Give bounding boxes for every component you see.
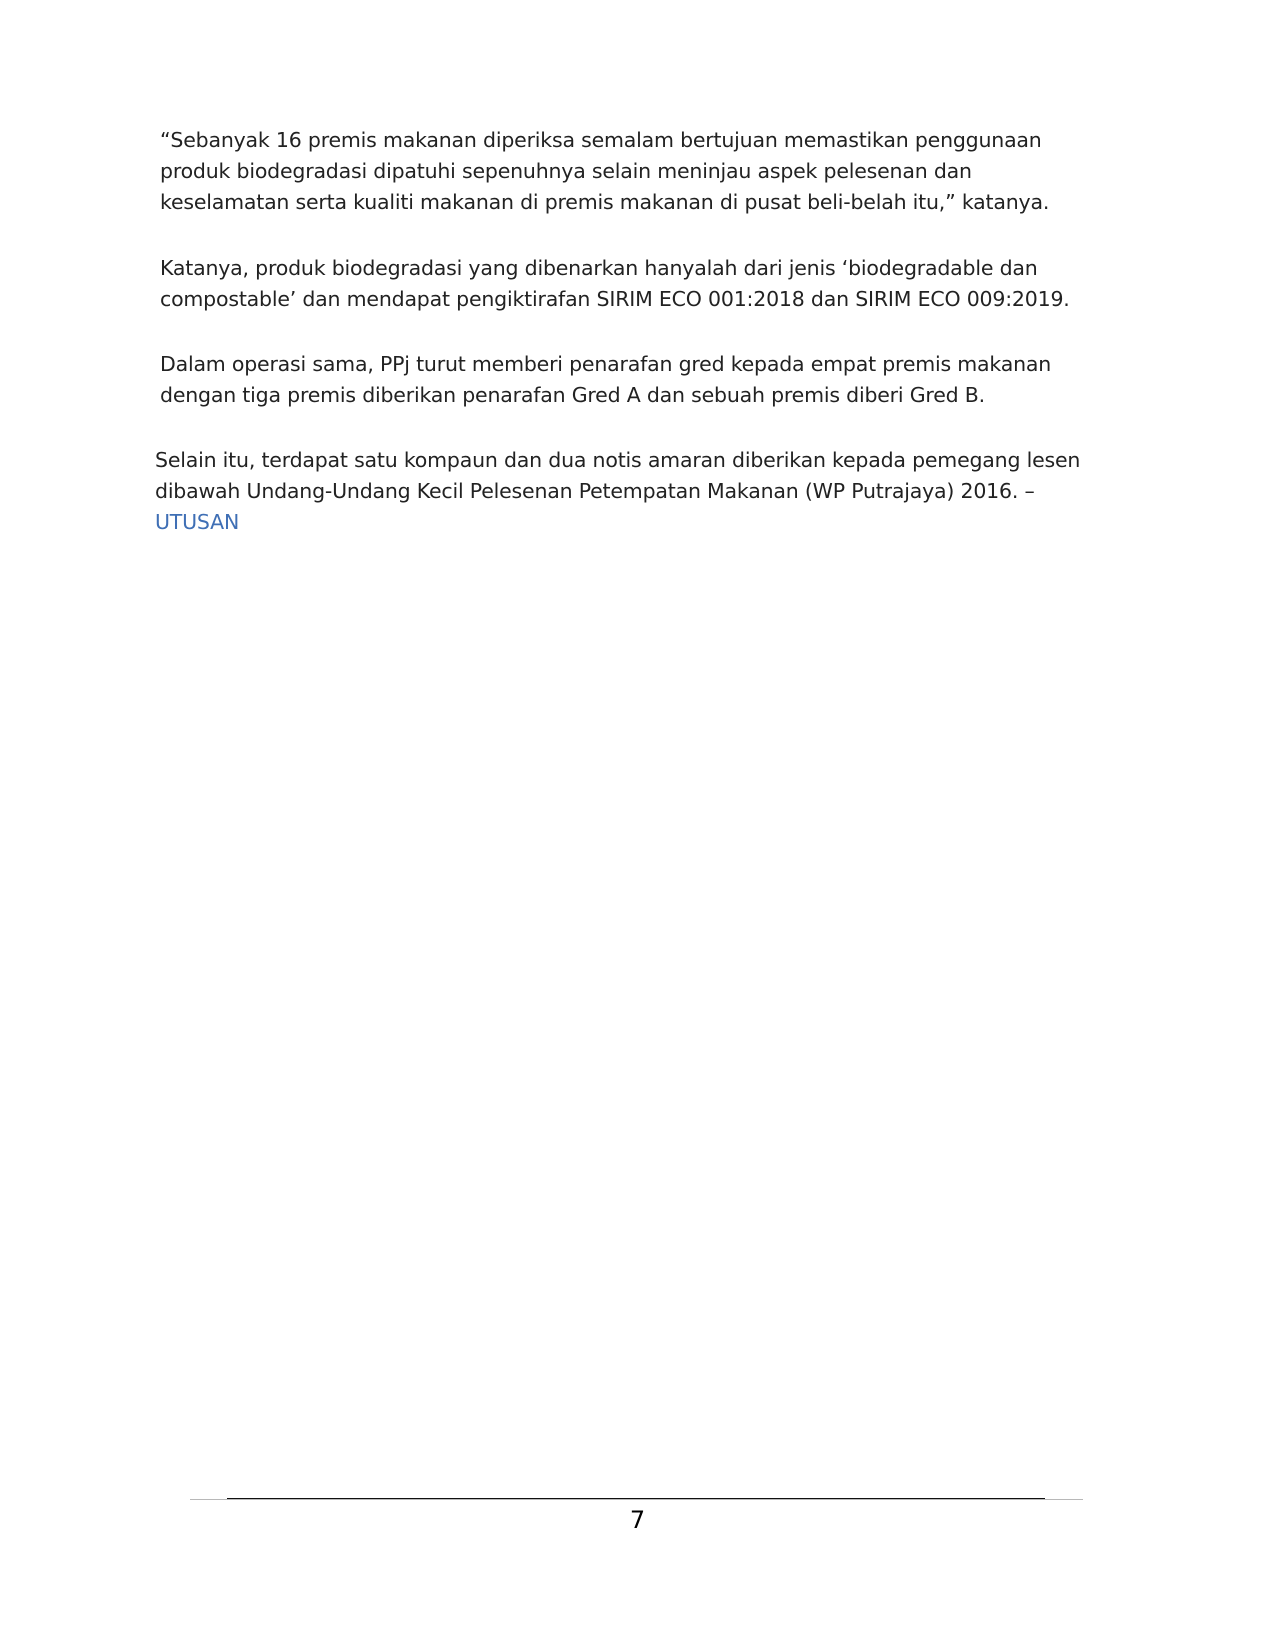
- paragraph-line: dibawah Undang-Undang Kecil Pelesenan Petempatan Makanan (WP Putrajaya) 2016. –: [155, 479, 1035, 503]
- paragraph-line: compostable’ dan mendapat pengiktirafan SIRIM ECO 001:2018 dan SIRIM ECO 009:2019.: [160, 287, 1070, 311]
- footer-divider: [227, 1498, 1045, 1499]
- article-paragraph-1: [160, 125, 1049, 218]
- paragraph-line: Selain itu, terdapat satu kompaun dan dua notis amaran diberikan kepada pemegang lesen: [155, 448, 1081, 472]
- source-line: [155, 507, 1080, 538]
- paragraph-line: Dalam operasi sama, PPj turut memberi penarafan gred kepada empat premis makanan: [160, 352, 1052, 376]
- page-number: 7: [629, 1506, 646, 1534]
- paragraph-line: “Sebanyak 16 premis makanan diperiksa semalam bertujuan memastikan penggunaan: [160, 128, 1042, 152]
- paragraph-line: Katanya, produk biodegradasi yang dibenarkan hanyalah dari jenis ‘biodegradable dan: [160, 256, 1038, 280]
- paragraph-line: dengan tiga premis diberikan penarafan Gred A dan sebuah premis diberi Gred B.: [160, 383, 985, 407]
- article-paragraph-2: [160, 253, 1070, 315]
- article-paragraph-4: [155, 445, 1080, 538]
- article-paragraph-3: [160, 349, 1051, 411]
- paragraph-line: produk biodegradasi dipatuhi sepenuhnya selain meninjau aspek pelesenan dan: [160, 159, 972, 183]
- footer-divider-light: [190, 1499, 1083, 1500]
- source-link[interactable]: UTUSAN: [155, 510, 240, 534]
- paragraph-line: keselamatan serta kualiti makanan di premis makanan di pusat beli-belah itu,” katanya.: [160, 190, 1050, 214]
